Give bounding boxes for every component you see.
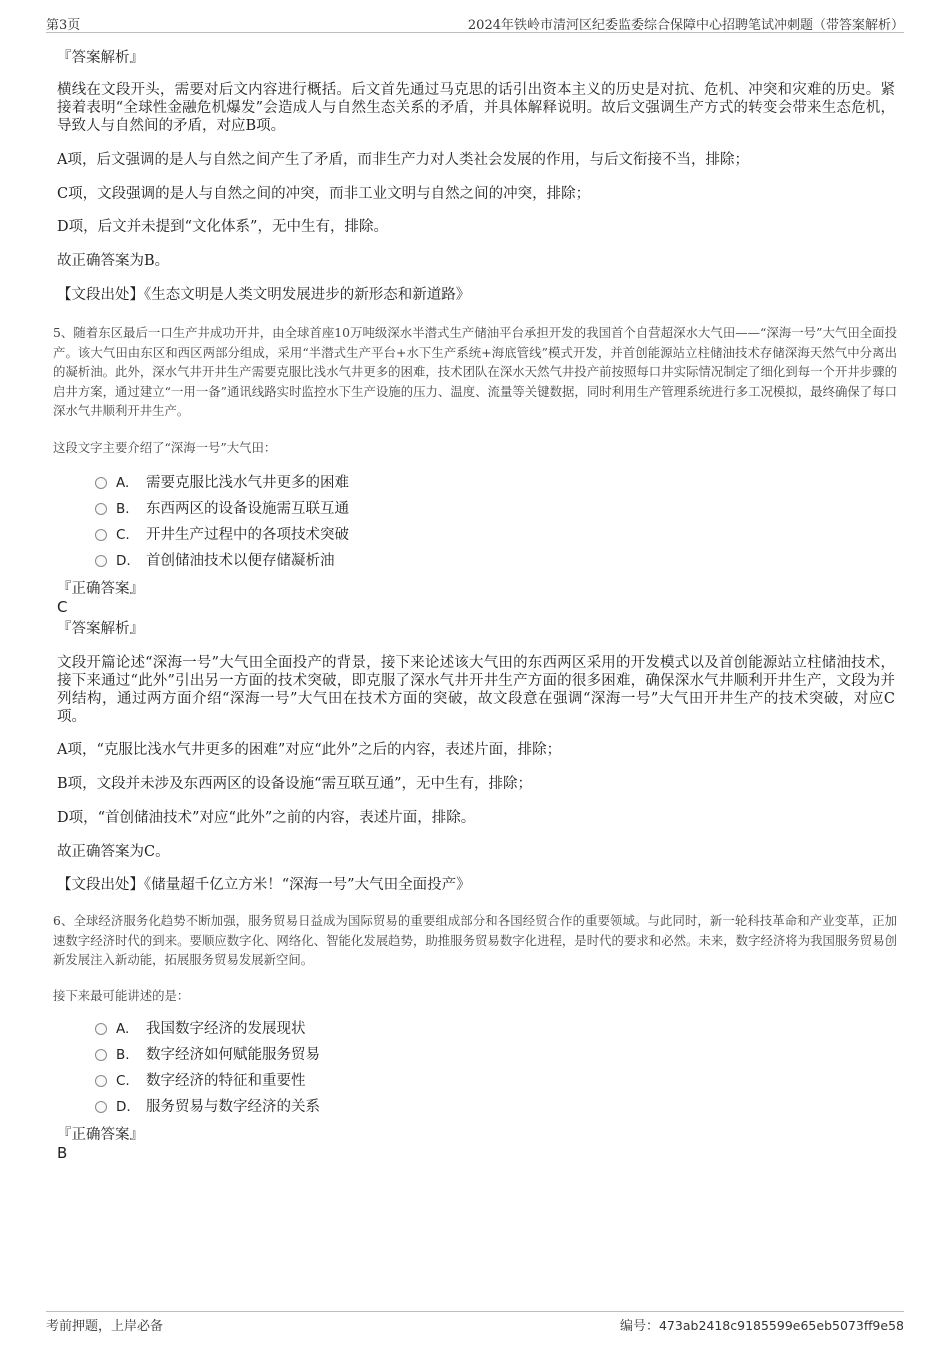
q5-option-a-explanation: A项，“克服比浅水气井更多的困难”对应“此外”之后的内容，表述片面，排除； xyxy=(57,742,562,758)
radio-icon[interactable] xyxy=(95,503,107,515)
q6-option-c[interactable]: C. 数字经济的特征和重要性 xyxy=(95,1072,306,1090)
q5-option-d[interactable]: D. 首创储油技术以便存储凝析油 xyxy=(95,552,335,570)
q4-conclusion: 故正确答案为B。 xyxy=(57,253,170,269)
q4-option-a-explanation: A项，后文强调的是人与自然之间产生了矛盾，而非生产力对人类社会发展的作用，与后文衔接不当，排除； xyxy=(57,152,749,168)
page-header xyxy=(46,14,904,33)
radio-icon[interactable] xyxy=(95,555,107,567)
footer-code xyxy=(620,1315,904,1334)
q6-option-d[interactable]: D. 服务贸易与数字经济的关系 xyxy=(95,1098,320,1116)
radio-icon[interactable] xyxy=(95,529,107,541)
footer-code-label: 编号： xyxy=(619,1319,659,1334)
q5-analysis-label: 『答案解析』 xyxy=(57,621,144,637)
q5-source: 【文段出处】《储量超千亿立方米！“深海一号”大气田全面投产》 xyxy=(57,877,471,893)
q6-option-a[interactable]: A. 我国数字经济的发展现状 xyxy=(95,1020,306,1038)
q5-option-b-explanation: B项，文段并未涉及东西两区的设备设施“需互联互通”，无中生有，排除； xyxy=(57,776,532,792)
q5-option-d-explanation: D项，“首创储油技术”对应“此外”之前的内容，表述片面，排除。 xyxy=(57,810,476,826)
radio-icon[interactable] xyxy=(95,1023,107,1035)
footer-slogan: 考前押题，上岸必备 xyxy=(46,1319,164,1334)
q4-analysis-label: 『答案解析』 xyxy=(57,50,144,66)
q6-answer: B xyxy=(57,1144,68,1162)
q6-stem: 6、全球经济服务化趋势不断加强，服务贸易日益成为国际贸易的重要组成部分和各国经贸合作的重要领域。与此同时，新一轮科技革命和产业变革，正加速数字经济时代的到来。要顺应数字化、网络化、智能化发展趋势，助推服务贸易数字化进程，是时代的要求和必然。未来，数字经济将为我国服务贸易创新发展注入新动能，拓展服务贸易发展新空间。 xyxy=(53,913,897,967)
radio-icon[interactable] xyxy=(95,1075,107,1087)
q4-option-c-explanation: C项，文段强调的是人与自然之间的冲突，而非工业文明与自然之间的冲突，排除； xyxy=(57,186,591,202)
q5-answer: C xyxy=(57,598,68,616)
q5-question: 这段文字主要介绍了“深海一号”大气田： xyxy=(53,440,277,455)
q5-analysis: 文段开篇论述“深海一号”大气田全面投产的背景，接下来论述该大气田的东西两区采用的开发模式以及首创能源站立柱储油技术，接下来通过“此外”引出另一方面的技术突破，即克服了深水气井开井生产方面的很多困难，确保深水气井顺利开井生产，文段为并列结构，通过两方面介绍“深海一号”大气田在技术方面的突破，故文段意在强调“深海一号”大气田开井生产的技术突破，对应C项。 xyxy=(57,655,895,725)
q4-analysis: 横线在文段开头，需要对后文内容进行概括。后文首先通过马克思的话引出资本主义的历史是对抗、危机、冲突和灾难的历史。紧接着表明“全球性金融危机爆发”会造成人与自然生态关系的矛盾，并具体解释说明。故后文强调生产方式的转变会带来生态危机，导致人与自然间的矛盾，对应B项。 xyxy=(57,82,895,134)
q4-source: 【文段出处】《生态文明是人类文明发展进步的新形态和新道路》 xyxy=(57,287,471,303)
document-title: 2024年铁岭市清河区纪委监委综合保障中心招聘笔试冲刺题（带答案解析） xyxy=(467,18,904,33)
q5-stem: 5、随着东区最后一口生产井成功开井，由全球首座10万吨级深水半潜式生产储油平台承担开发的我国首个自营超深水大气田——“深海一号”大气田全面投产。该大气田由东区和西区两部分组成，采用“半潜式生产平台+水下生产系统+海底管线”模式开发，并首创能源站立柱储油技术存储深海天然气中分离出的凝析油。此外，深水气井开井生产需要克服比浅水气井更多的困难，技术团队在深水天然气井投产前按照每口井实际情况制定了细化到每一个开井步骤的启井方案，通过建立“一用一备”通讯线路实时监控水下生产设施的压力、温度、流量等关键数据，同时利用生产管理系统进行多工况模拟，最终确保了每口深水气井顺利开井生产。 xyxy=(53,325,897,418)
q6-option-b[interactable]: B. 数字经济如何赋能服务贸易 xyxy=(95,1046,320,1064)
q5-option-a[interactable]: A. 需要克服比浅水气井更多的困难 xyxy=(95,474,349,492)
q6-answer-label: 『正确答案』 xyxy=(57,1127,144,1143)
q5-conclusion: 故正确答案为C。 xyxy=(57,844,170,860)
radio-icon[interactable] xyxy=(95,1049,107,1061)
q5-option-b[interactable]: B. 东西两区的设备设施需互联互通 xyxy=(95,500,349,518)
q5-answer-label: 『正确答案』 xyxy=(57,581,144,597)
radio-icon[interactable] xyxy=(95,1101,107,1113)
page-number: 第3页 xyxy=(46,18,81,33)
q6-question: 接下来最可能讲述的是： xyxy=(53,988,190,1003)
page-footer xyxy=(46,1311,904,1334)
q5-option-c[interactable]: C. 开井生产过程中的各项技术突破 xyxy=(95,526,349,544)
radio-icon[interactable] xyxy=(95,477,107,489)
q4-option-d-explanation: D项，后文并未提到“文化体系”，无中生有，排除。 xyxy=(57,219,388,235)
footer-code-value: 473ab2418c9185599e65eb5073ff9e58 xyxy=(658,1318,904,1333)
